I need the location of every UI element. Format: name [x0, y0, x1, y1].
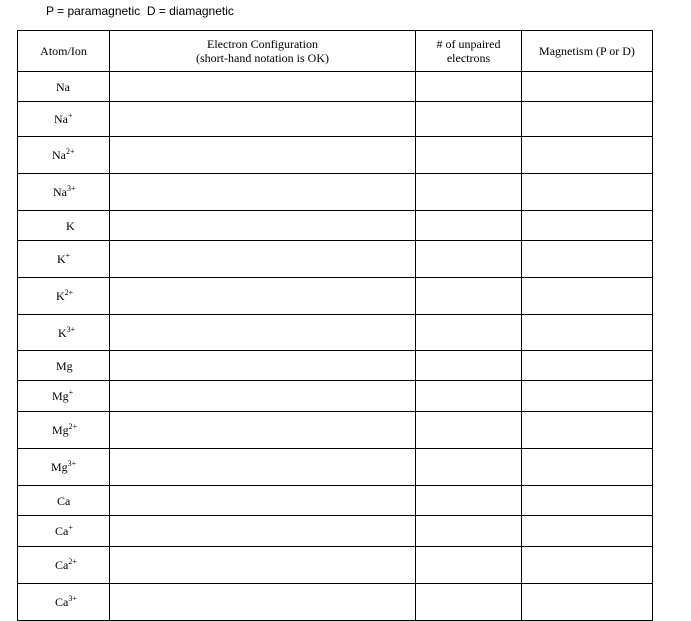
atom-ion-cell	[18, 351, 110, 381]
atom-ion-label	[57, 494, 70, 508]
unpaired-electrons-cell[interactable]	[416, 315, 522, 351]
ion-charge: 2+	[66, 147, 75, 156]
unpaired-electrons-cell[interactable]	[416, 584, 522, 621]
element-symbol: K	[56, 289, 65, 303]
atom-ion-label	[52, 423, 77, 437]
table-row	[18, 72, 653, 102]
ion-charge: 2+	[64, 288, 74, 297]
atom-ion-label	[58, 326, 75, 340]
electron-configuration-cell[interactable]	[110, 174, 416, 211]
magnetism-cell[interactable]	[522, 449, 653, 486]
atom-ion-label	[56, 80, 70, 94]
atom-ion-label	[55, 558, 77, 572]
magnetism-cell[interactable]	[522, 241, 653, 278]
atom-ion-cell	[18, 211, 110, 241]
table-row	[18, 381, 653, 412]
element-symbol: Ca	[55, 524, 69, 538]
element-symbol: K	[57, 252, 66, 266]
atom-ion-cell	[18, 241, 110, 278]
element-symbol: Ca	[55, 595, 69, 609]
table-row	[18, 516, 653, 547]
atom-ion-cell	[18, 547, 110, 584]
unpaired-electrons-cell[interactable]	[416, 486, 522, 516]
atom-ion-label	[55, 524, 73, 538]
magnetism-cell[interactable]	[522, 381, 653, 412]
table-row	[18, 137, 653, 174]
atom-ion-label	[56, 359, 73, 373]
element-symbol: Na	[54, 112, 68, 126]
unpaired-electrons-cell[interactable]	[416, 381, 522, 412]
electron-configuration-cell[interactable]	[110, 381, 416, 412]
element-symbol: Ca	[55, 558, 69, 572]
element-symbol: Ca	[57, 493, 71, 508]
atom-ion-cell	[18, 315, 110, 351]
element-symbol: K	[58, 325, 67, 340]
electron-configuration-cell[interactable]	[110, 412, 416, 449]
table-row	[18, 174, 653, 211]
unpaired-electrons-cell[interactable]	[416, 137, 522, 174]
atom-ion-label	[53, 185, 76, 199]
magnetism-cell[interactable]	[522, 547, 653, 584]
electron-configuration-cell[interactable]	[110, 449, 416, 486]
magnetism-cell[interactable]	[522, 315, 653, 351]
table-row	[18, 211, 653, 241]
atom-ion-cell	[18, 137, 110, 174]
table-row	[18, 315, 653, 351]
table-body	[18, 72, 653, 621]
unpaired-electrons-cell[interactable]	[416, 102, 522, 137]
ion-charge: 2+	[68, 422, 78, 431]
header-unpaired-electrons	[416, 31, 522, 72]
element-symbol: Mg	[52, 423, 69, 437]
element-symbol: Mg	[52, 389, 69, 403]
magnetism-cell[interactable]	[522, 72, 653, 102]
table-row	[18, 351, 653, 381]
unpaired-electrons-cell[interactable]	[416, 241, 522, 278]
magnetism-cell[interactable]	[522, 486, 653, 516]
table-row	[18, 449, 653, 486]
electron-configuration-cell[interactable]	[110, 486, 416, 516]
header-electron-configuration	[110, 31, 416, 72]
atom-ion-label	[51, 460, 76, 474]
ion-charge: +	[68, 388, 74, 397]
unpaired-electrons-cell[interactable]	[416, 211, 522, 241]
electron-configuration-cell[interactable]	[110, 351, 416, 381]
atom-ion-cell	[18, 102, 110, 137]
header-row	[18, 31, 653, 72]
unpaired-electrons-cell[interactable]	[416, 174, 522, 211]
magnetism-cell[interactable]	[522, 351, 653, 381]
magnetism-legend: P = paramagnetic D = diamagnetic	[46, 4, 234, 18]
atom-ion-cell	[18, 486, 110, 516]
atom-ion-label	[52, 389, 73, 403]
electron-configuration-cell[interactable]	[110, 72, 416, 102]
magnetism-cell[interactable]	[522, 174, 653, 211]
atom-ion-cell	[18, 516, 110, 547]
header-config-line1: Electron Configuration	[207, 37, 318, 51]
electron-configuration-cell[interactable]	[110, 278, 416, 315]
atom-ion-cell	[18, 278, 110, 315]
magnetism-cell[interactable]	[522, 278, 653, 315]
atom-ion-label	[57, 252, 70, 266]
table-row	[18, 102, 653, 137]
atom-ion-cell	[18, 72, 110, 102]
element-symbol: Na	[52, 148, 66, 162]
electron-configuration-cell[interactable]	[110, 516, 416, 547]
unpaired-electrons-cell[interactable]	[416, 449, 522, 486]
header-magnetism: Magnetism (P or D)	[522, 31, 653, 72]
unpaired-electrons-cell[interactable]	[416, 547, 522, 584]
unpaired-electrons-cell[interactable]	[416, 278, 522, 315]
table-row	[18, 241, 653, 278]
ion-charge: 2+	[68, 557, 77, 566]
header-unpaired-line1: # of unpaired	[436, 37, 501, 51]
worksheet-table	[17, 30, 653, 621]
ion-charge: 3+	[68, 594, 77, 603]
unpaired-electrons-cell[interactable]	[416, 412, 522, 449]
ion-charge: 3+	[67, 459, 77, 468]
magnetism-cell[interactable]	[522, 102, 653, 137]
magnetism-cell[interactable]	[522, 412, 653, 449]
unpaired-electrons-cell[interactable]	[416, 516, 522, 547]
element-symbol: Na	[56, 79, 70, 94]
ion-charge: +	[68, 523, 73, 532]
element-symbol: Mg	[51, 460, 68, 474]
header-config-line2: (short-hand notation is OK)	[196, 51, 329, 65]
unpaired-electrons-cell[interactable]	[416, 351, 522, 381]
element-symbol: K	[66, 218, 75, 233]
magnetism-cell[interactable]	[522, 137, 653, 174]
table-row	[18, 412, 653, 449]
atom-ion-cell	[18, 412, 110, 449]
table-row	[18, 584, 653, 621]
magnetism-cell[interactable]	[522, 211, 653, 241]
element-symbol: Mg	[56, 358, 73, 373]
atom-ion-cell	[18, 174, 110, 211]
ion-charge: +	[68, 111, 73, 120]
ion-charge: 3+	[66, 324, 76, 334]
atom-ion-label	[52, 148, 75, 162]
ion-charge: 3+	[67, 184, 76, 193]
magnetism-cell[interactable]	[522, 584, 653, 621]
ion-charge: +	[65, 251, 71, 260]
element-symbol: Na	[53, 185, 67, 199]
table-row	[18, 486, 653, 516]
table-row	[18, 278, 653, 315]
electron-configuration-cell[interactable]	[110, 102, 416, 137]
atom-ion-label	[56, 289, 73, 303]
header-atom-ion: Atom/Ion	[18, 31, 110, 72]
electron-configuration-cell[interactable]	[110, 584, 416, 621]
electron-configuration-cell[interactable]	[110, 211, 416, 241]
atom-ion-cell	[18, 584, 110, 621]
unpaired-electrons-cell[interactable]	[416, 72, 522, 102]
table-row	[18, 547, 653, 584]
electron-configuration-cell[interactable]	[110, 241, 416, 278]
magnetism-cell[interactable]	[522, 516, 653, 547]
atom-ion-cell	[18, 381, 110, 412]
header-unpaired-line2: electrons	[446, 51, 491, 65]
atom-ion-cell	[18, 449, 110, 486]
atom-ion-label	[54, 112, 73, 126]
electron-configuration-cell[interactable]	[110, 547, 416, 584]
atom-ion-label	[66, 219, 75, 233]
electron-configuration-cell[interactable]	[110, 315, 416, 351]
electron-configuration-cell[interactable]	[110, 137, 416, 174]
